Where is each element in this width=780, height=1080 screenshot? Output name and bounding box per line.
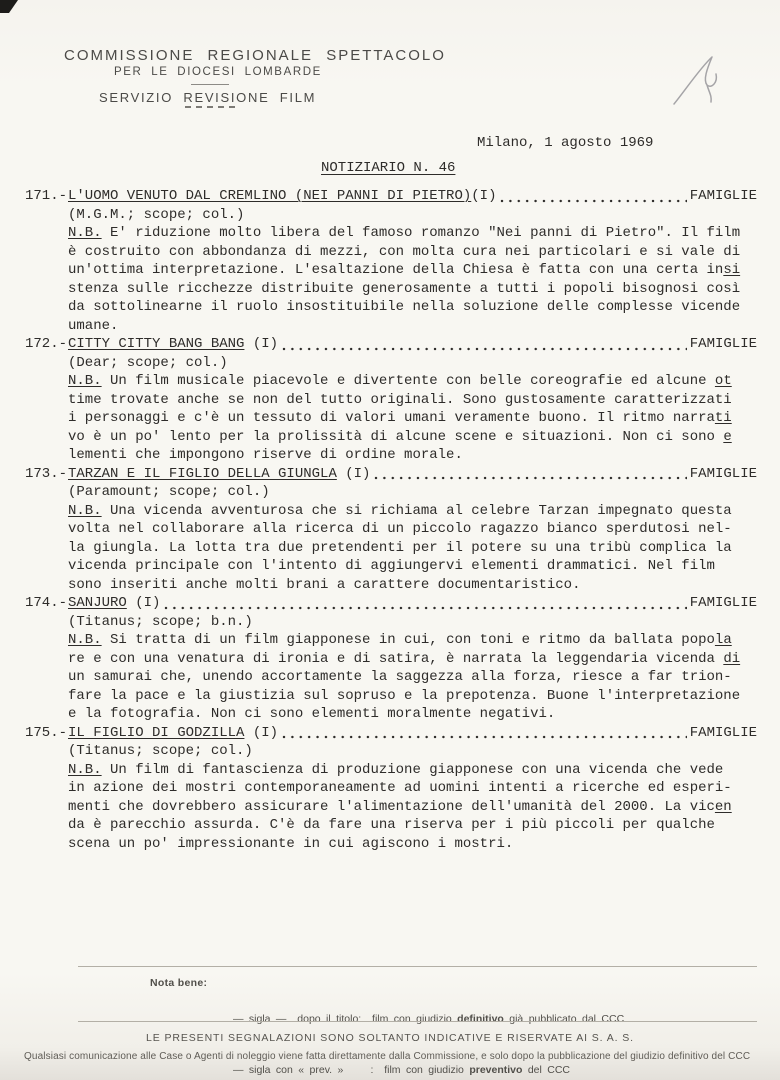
dateline: Milano, 1 agosto 1969 bbox=[477, 135, 654, 151]
film-entry bbox=[25, 594, 757, 724]
production-info: (Titanus; scope; b.n.) bbox=[68, 613, 253, 630]
review-line: N.B. Un film musicale piacevole e divertente con belle coreografie ed alcune ot bbox=[68, 373, 732, 389]
review-line: lementi che impongono riserve di ordine morale. bbox=[68, 447, 463, 463]
film-entry bbox=[25, 465, 757, 595]
service-name: SERVIZIO REVISIONE FILM bbox=[99, 90, 317, 105]
nota-bene-legend bbox=[233, 977, 624, 1080]
entry-number: 175.- bbox=[25, 724, 68, 741]
film-title: SANJURO bbox=[68, 595, 127, 611]
review-line: i personaggi e c'è un tessuto di valori umani veramente buono. Il ritmo narrati bbox=[68, 410, 732, 426]
entry-review bbox=[25, 372, 757, 465]
review-line: da sottolinearne il ruolo insostituibile nella soluzione delle complesse vicende bbox=[68, 299, 741, 315]
review-line: umane. bbox=[68, 317, 119, 334]
film-entry bbox=[25, 335, 757, 465]
entry-number: 174.- bbox=[25, 595, 68, 611]
review-line: vo è un po' lento per la prolissità di alcune scene e situazioni. Non ci sono e bbox=[68, 428, 732, 445]
production-info: (Paramount; scope; col.) bbox=[68, 484, 270, 500]
film-country: (I) bbox=[126, 595, 161, 611]
org-name-line2: PER LE DIOCESI LOMBARDE bbox=[114, 66, 322, 78]
production-info: (Dear; scope; col.) bbox=[68, 354, 228, 371]
review-line: volta nel collaborare alla ricerca di un piccolo ragazzo bianco sperdutosi nel- bbox=[68, 521, 732, 537]
entry-number: 172.- bbox=[25, 336, 68, 352]
handwritten-pencil-mark bbox=[668, 52, 738, 112]
entries bbox=[25, 187, 757, 853]
review-line: N.B. Si tratta di un film giapponese in cui, con toni e ritmo da ballata popola bbox=[68, 632, 732, 648]
review-line: fare la pace e la giustizia sul sopruso e la prepotenza. Buone l'interpretazione bbox=[68, 687, 741, 704]
review-line: vicenda principale con l'intento di aggiungervi elementi drammatici. Nel film bbox=[68, 558, 715, 574]
film-title-line bbox=[25, 724, 757, 743]
film-title: L'UOMO VENUTO DAL CREMLINO (NEI PANNI DI PIETRO) bbox=[68, 188, 472, 204]
film-entry bbox=[25, 187, 757, 335]
review-line: menti che dovrebbero assicurare l'alimentazione dell'umanità del 2000. La vicen bbox=[68, 798, 732, 815]
header-divider bbox=[191, 84, 229, 85]
entry-number: 171.- bbox=[25, 188, 68, 204]
service-underline bbox=[185, 106, 235, 108]
review-line: in azione dei mostri contemporaneamente ad uomini intenti a ricerche ed esperi- bbox=[68, 780, 732, 796]
review-line: N.B. Una vicenda avventurosa che si richiama al celebre Tarzan impegnato questa bbox=[68, 502, 732, 519]
legend-line-definitivo: — sigla — dopo il titolo: film con giudizio definitivo già pubblicato dal CCC bbox=[233, 1013, 625, 1025]
entry-review bbox=[25, 502, 757, 595]
review-line: è costruito con abbondanza di mezzi, con molta cura nei particolari e si vale di bbox=[68, 243, 741, 260]
production-info: (M.G.M.; scope; col.) bbox=[68, 206, 245, 223]
rating-label: FAMIGLIE bbox=[689, 724, 757, 741]
entry-number: 173.- bbox=[25, 465, 68, 482]
review-line: sono inseriti anche molti brani a carattere documentaristico. bbox=[68, 576, 581, 593]
film-title: IL FIGLIO DI GODZILLA bbox=[68, 724, 245, 741]
film-entry bbox=[25, 724, 757, 854]
rating-label: FAMIGLIE bbox=[689, 188, 757, 204]
film-country: (I) bbox=[471, 188, 497, 204]
film-country: (I) bbox=[336, 465, 371, 482]
footer-top-rule bbox=[78, 966, 757, 967]
dot-leader bbox=[282, 735, 687, 739]
legend-line-preventivo: — sigla con « prev. » : film con giudizio preventivo del CCC bbox=[233, 1064, 571, 1076]
film-country: (I) bbox=[244, 724, 279, 741]
entry-review bbox=[25, 761, 757, 854]
production-info: (Titanus; scope; col.) bbox=[68, 743, 253, 759]
film-title: CITTY CITTY BANG BANG bbox=[68, 336, 245, 352]
film-title-line bbox=[25, 335, 757, 354]
film-title: TARZAN E IL FIGLIO DELLA GIUNGLA bbox=[68, 465, 337, 482]
review-line: N.B. E' riduzione molto libera del famoso romanzo "Nei panni di Pietro". Il film bbox=[68, 225, 741, 241]
review-line: stenza sulle ricchezze distribuite generosamente a tutti i popoli bisognosi così bbox=[68, 280, 741, 297]
dot-leader bbox=[164, 606, 686, 610]
dot-leader bbox=[500, 199, 686, 203]
rating-label: FAMIGLIE bbox=[689, 336, 757, 352]
review-line: N.B. Un film di fantascienza di produzione giapponese con una vicenda che vede bbox=[68, 761, 724, 778]
entry-review bbox=[25, 631, 757, 724]
rating-label: FAMIGLIE bbox=[689, 595, 757, 611]
review-line: e la fotografia. Non ci sono elementi moralmente negativi. bbox=[68, 706, 556, 722]
film-title-line bbox=[25, 465, 757, 484]
scan-corner-artifact bbox=[0, 0, 18, 13]
dot-leader bbox=[374, 476, 686, 480]
dot-leader bbox=[282, 347, 687, 351]
review-line: re e con una venatura di ironia e di satira, è narrata la leggendaria vicenda di bbox=[68, 650, 741, 667]
org-name-line1: COMMISSIONE REGIONALE SPETTACOLO bbox=[64, 47, 446, 64]
footer-bottom-rule bbox=[78, 1021, 757, 1022]
rating-label: FAMIGLIE bbox=[689, 465, 757, 482]
film-title-line bbox=[25, 594, 757, 613]
entry-review bbox=[25, 224, 757, 335]
page-title: NOTIZIARIO N. 46 bbox=[321, 160, 456, 176]
review-line: scena un po' impressionante in cui agiscono i mostri. bbox=[68, 835, 514, 852]
film-country: (I) bbox=[244, 336, 279, 352]
review-line: da è parecchio assurda. C'è da fare una riserva per i più piccoli per qualche bbox=[68, 817, 715, 833]
nota-bene-label: Nota bene: bbox=[150, 977, 208, 989]
film-title-line bbox=[25, 187, 757, 206]
review-line: time trovate anche se non del tutto originali. Sono gustosamente caratterizzati bbox=[68, 391, 732, 408]
confidentiality-notice: LE PRESENTI SEGNALAZIONI SONO SOLTANTO INDICATIVE E RISERVATE AI S. A. S. bbox=[146, 1032, 634, 1044]
review-line: la giungla. La lotta tra due pretendenti per il potere su una tribù complica la bbox=[68, 539, 732, 556]
review-line: un'ottima interpretazione. L'esaltazione della Chiesa è fatta con una certa insi bbox=[68, 262, 741, 278]
footer-smallprint: Qualsiasi comunicazione alle Case o Agenti di noleggio viene fatta direttamente dalla Commissione, e solo dopo la pubblicazione del giudizio definitivo del CCC bbox=[24, 1051, 751, 1062]
review-line: un samurai che, unendo accortamente la saggezza alla forza, riesce a far trion- bbox=[68, 669, 732, 685]
